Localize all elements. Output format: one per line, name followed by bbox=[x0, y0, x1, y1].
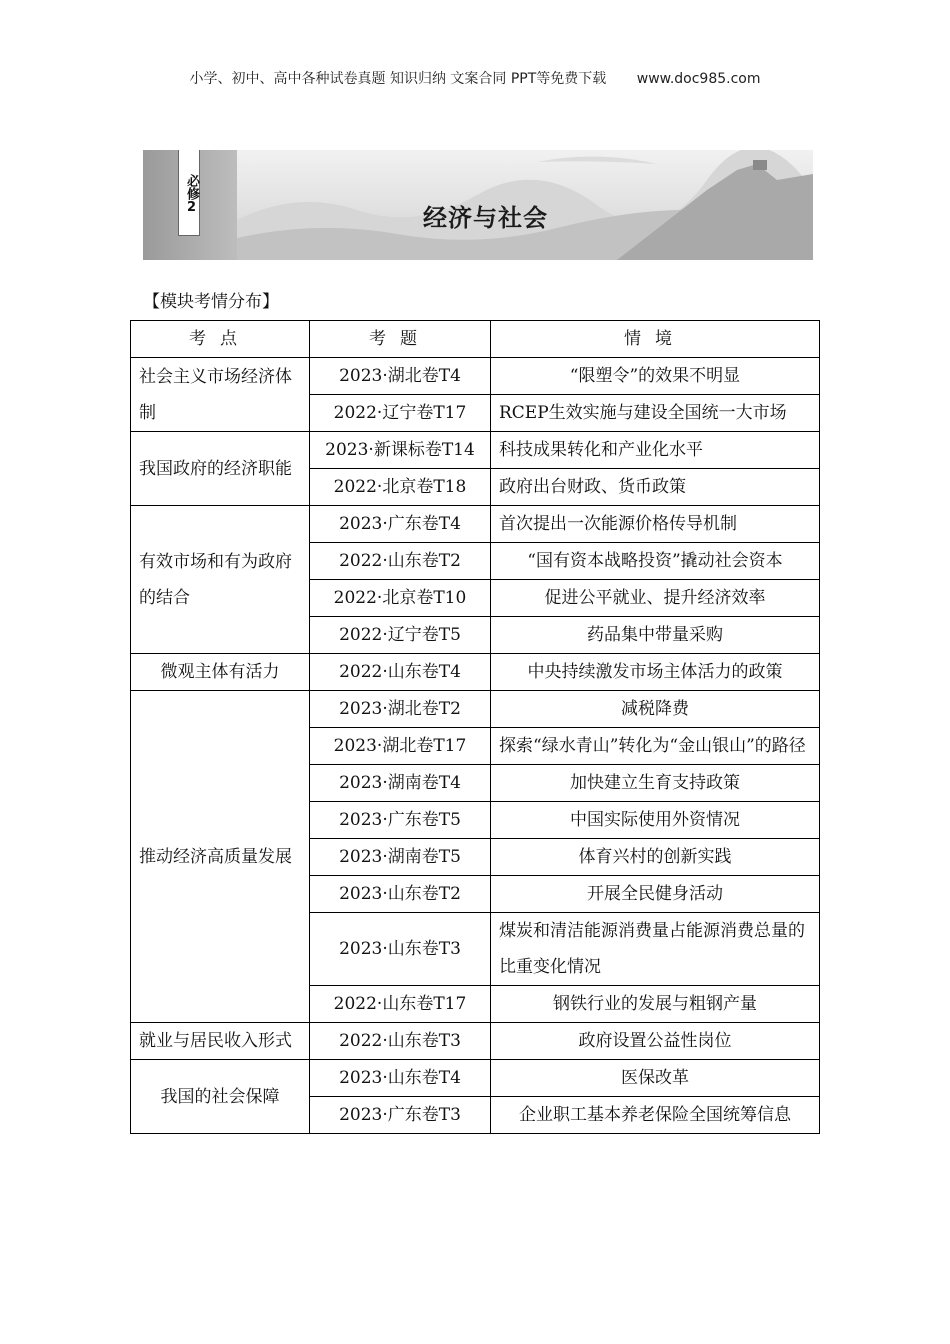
point-cell: 微观主体有活力 bbox=[131, 654, 310, 691]
table-row bbox=[131, 358, 820, 395]
question-cell: 2022·山东卷T4 bbox=[310, 654, 491, 691]
context-cell: 医保改革 bbox=[491, 1060, 820, 1097]
question-cell: 2023·山东卷T4 bbox=[310, 1060, 491, 1097]
context-cell: 首次提出一次能源价格传导机制 bbox=[491, 506, 820, 543]
exam-distribution-table bbox=[130, 320, 820, 1134]
table-row bbox=[131, 1060, 820, 1097]
point-cell: 就业与居民收入形式 bbox=[131, 1023, 310, 1060]
point-cell: 社会主义市场经济体制 bbox=[131, 358, 310, 432]
point-cell: 我国的社会保障 bbox=[131, 1060, 310, 1134]
header-context: 情境 bbox=[491, 321, 820, 358]
question-cell: 2023·湖南卷T4 bbox=[310, 765, 491, 802]
question-cell: 2022·北京卷T18 bbox=[310, 469, 491, 506]
header-point: 考点 bbox=[131, 321, 310, 358]
table-header-row bbox=[131, 321, 820, 358]
context-cell: 中国实际使用外资情况 bbox=[491, 802, 820, 839]
context-cell: “国有资本战略投资”撬动社会资本 bbox=[491, 543, 820, 580]
table-row bbox=[131, 691, 820, 728]
section-label: 【模块考情分布】 bbox=[143, 292, 279, 312]
question-cell: 2022·北京卷T10 bbox=[310, 580, 491, 617]
header-question: 考题 bbox=[310, 321, 491, 358]
context-cell: 煤炭和清洁能源消费量占能源消费总量的比重变化情况 bbox=[491, 913, 820, 986]
question-cell: 2023·广东卷T3 bbox=[310, 1097, 491, 1134]
chapter-title: 经济与社会 bbox=[423, 203, 548, 232]
volume-tab: 必修2 bbox=[178, 150, 200, 236]
question-cell: 2023·湖北卷T4 bbox=[310, 358, 491, 395]
context-cell: “限塑令”的效果不明显 bbox=[491, 358, 820, 395]
header-url: www.doc985.com bbox=[636, 71, 761, 87]
context-cell: 科技成果转化和产业化水平 bbox=[491, 432, 820, 469]
question-cell: 2023·广东卷T4 bbox=[310, 506, 491, 543]
page-header bbox=[0, 68, 950, 88]
table-row bbox=[131, 1023, 820, 1060]
point-cell: 我国政府的经济职能 bbox=[131, 432, 310, 506]
question-cell: 2022·山东卷T17 bbox=[310, 986, 491, 1023]
context-cell: 加快建立生育支持政策 bbox=[491, 765, 820, 802]
question-cell: 2023·山东卷T3 bbox=[310, 913, 491, 986]
context-cell: 钢铁行业的发展与粗钢产量 bbox=[491, 986, 820, 1023]
context-cell: 中央持续激发市场主体活力的政策 bbox=[491, 654, 820, 691]
context-cell: 减税降费 bbox=[491, 691, 820, 728]
table-row bbox=[131, 432, 820, 469]
context-cell: 探索“绿水青山”转化为“金山银山”的路径 bbox=[491, 728, 820, 765]
context-cell: 促进公平就业、提升经济效率 bbox=[491, 580, 820, 617]
question-cell: 2023·新课标卷T14 bbox=[310, 432, 491, 469]
point-cell: 推动经济高质量发展 bbox=[131, 691, 310, 1023]
question-cell: 2022·辽宁卷T5 bbox=[310, 617, 491, 654]
question-cell: 2022·山东卷T2 bbox=[310, 543, 491, 580]
question-cell: 2023·湖北卷T2 bbox=[310, 691, 491, 728]
question-cell: 2023·湖北卷T17 bbox=[310, 728, 491, 765]
question-cell: 2023·湖南卷T5 bbox=[310, 839, 491, 876]
table-row bbox=[131, 506, 820, 543]
context-cell: 政府出台财政、货币政策 bbox=[491, 469, 820, 506]
question-cell: 2022·辽宁卷T17 bbox=[310, 395, 491, 432]
context-cell: 体育兴村的创新实践 bbox=[491, 839, 820, 876]
header-text: 小学、初中、高中各种试卷真题 知识归纳 文案合同 PPT等免费下载 bbox=[189, 71, 607, 87]
context-cell: 企业职工基本养老保险全国统筹信息 bbox=[491, 1097, 820, 1134]
question-cell: 2023·广东卷T5 bbox=[310, 802, 491, 839]
chapter-banner bbox=[143, 150, 813, 260]
context-cell: RCEP生效实施与建设全国统一大市场 bbox=[491, 395, 820, 432]
question-cell: 2022·山东卷T3 bbox=[310, 1023, 491, 1060]
table-row bbox=[131, 654, 820, 691]
context-cell: 开展全民健身活动 bbox=[491, 876, 820, 913]
point-cell: 有效市场和有为政府的结合 bbox=[131, 506, 310, 654]
context-cell: 药品集中带量采购 bbox=[491, 617, 820, 654]
question-cell: 2023·山东卷T2 bbox=[310, 876, 491, 913]
context-cell: 政府设置公益性岗位 bbox=[491, 1023, 820, 1060]
